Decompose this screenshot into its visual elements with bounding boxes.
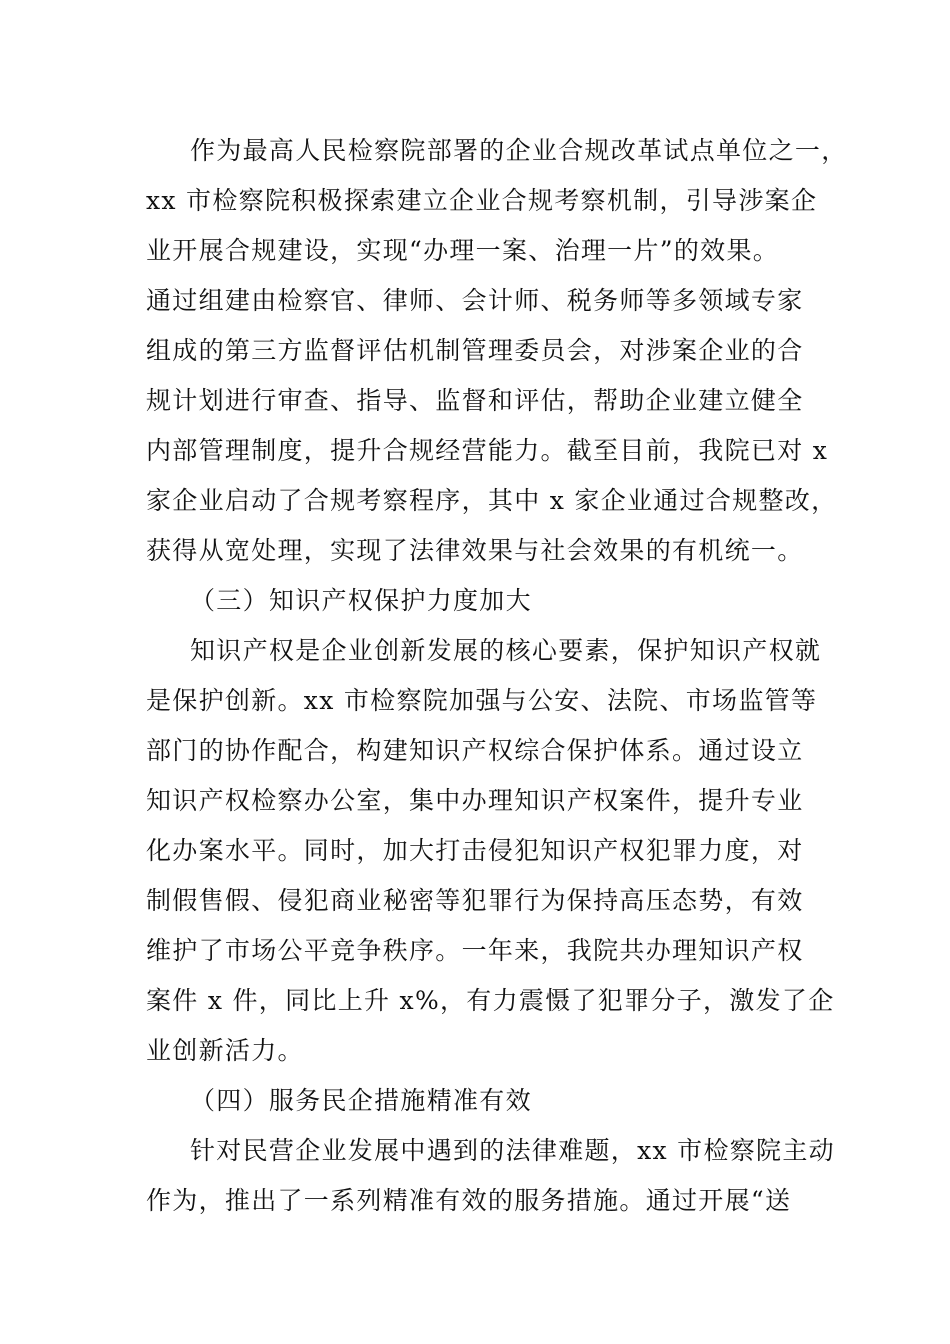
paragraph-line: 组成的第三方监督评估机制管理委员会，对涉案企业的合 (146, 336, 804, 365)
paragraph-line: 部门的协作配合，构建知识产权综合保护体系。通过设立 (146, 736, 804, 765)
paragraph-line: 获得从宽处理，实现了法律效果与社会效果的有机统一。 (146, 536, 804, 565)
paragraph-line: 作为最高人民检察院部署的企业合规改革试点单位之一， (190, 136, 848, 165)
paragraph-line: xx 市检察院积极探索建立企业合规考察机制，引导涉案企 (146, 186, 818, 215)
paragraph-line: 针对民营企业发展中遇到的法律难题，xx 市检察院主动 (190, 1136, 835, 1165)
paragraph-line: 知识产权是企业创新发展的核心要素，保护知识产权就 (190, 636, 822, 665)
paragraph-line: 业创新活力。 (146, 1036, 304, 1065)
paragraph-line: 化办案水平。同时，加大打击侵犯知识产权犯罪力度，对 (146, 836, 804, 865)
paragraph-line: 作为，推出了一系列精准有效的服务措施。通过开展“送 (146, 1186, 792, 1215)
paragraph-line: 案件 x 件，同比上升 x%，有力震慑了犯罪分子，激发了企 (146, 986, 835, 1015)
paragraph-line: 维护了市场公平竞争秩序。一年来，我院共办理知识产权 (146, 936, 804, 965)
section-heading-four: （四）服务民企措施精准有效 (190, 1086, 532, 1115)
section-heading-three: （三）知识产权保护力度加大 (190, 586, 532, 615)
paragraph-line: 业开展合规建设，实现“办理一案、治理一片”的效果。 (146, 236, 780, 265)
paragraph-line: 知识产权检察办公室，集中办理知识产权案件，提升专业 (146, 786, 804, 815)
paragraph-line: 是保护创新。xx 市检察院加强与公安、法院、市场监管等 (146, 686, 818, 715)
paragraph-line: 通过组建由检察官、律师、会计师、税务师等多领域专家 (146, 286, 804, 315)
paragraph-line: 内部管理制度，提升合规经营能力。截至目前，我院已对 x (146, 436, 829, 465)
paragraph-line: 规计划进行审查、指导、监督和评估，帮助企业建立健全 (146, 386, 804, 415)
paragraph-line: 家企业启动了合规考察程序，其中 x 家企业通过合规整改， (146, 486, 838, 515)
paragraph-line: 制假售假、侵犯商业秘密等犯罪行为保持高压态势，有效 (146, 886, 804, 915)
